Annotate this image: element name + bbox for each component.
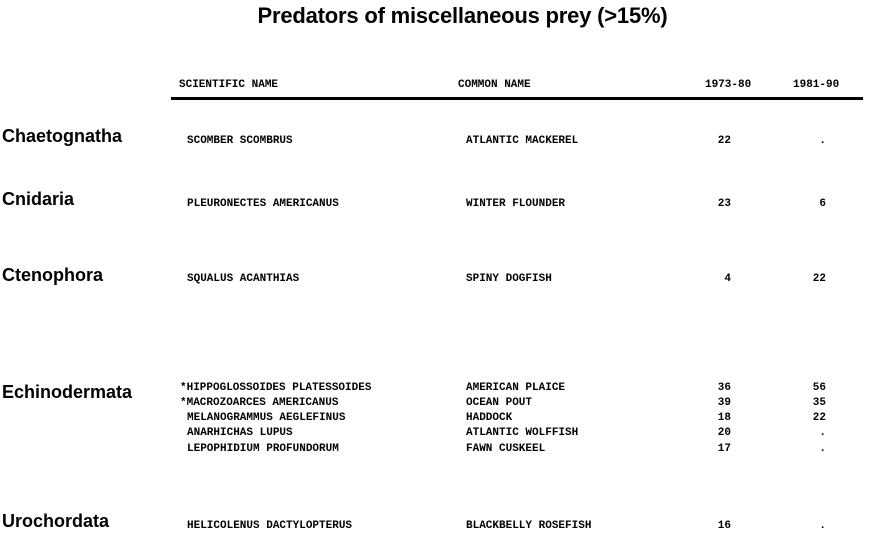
period-1973-80-cell: 20 (717, 427, 731, 439)
period-1973-80-cell: 16 (717, 520, 731, 532)
common-name-cell: WINTER FLOUNDER (466, 198, 566, 210)
period-1981-90-cell: 35 (812, 397, 826, 409)
header-rule (171, 97, 863, 100)
group-label: Urochordata (2, 511, 110, 531)
scientific-name-cell: SQUALUS ACANTHIAS (187, 273, 300, 285)
period-1981-90-cell: . (819, 443, 826, 455)
period-1981-90-cell: 56 (812, 382, 826, 394)
scientific-name-cell: ANARHICHAS LUPUS (187, 427, 293, 439)
period-1981-90-cell: . (819, 520, 826, 532)
period-1981-90-cell: 6 (819, 198, 826, 210)
period-1973-80-cell: 4 (724, 273, 731, 285)
scientific-name-cell: SCOMBER SCOMBRUS (187, 135, 293, 147)
period-1973-80-cell: 17 (717, 443, 731, 455)
header-scientific-name: SCIENTIFIC NAME (179, 79, 279, 91)
period-1973-80-cell: 23 (717, 198, 731, 210)
group-label: Cnidaria (2, 189, 75, 209)
period-1973-80-cell: 39 (717, 397, 731, 409)
group-label: Echinodermata (2, 382, 133, 402)
scientific-name-cell: PLEURONECTES AMERICANUS (187, 198, 339, 210)
header-period-1981-90: 1981-90 (793, 79, 840, 91)
scientific-name-cell: MELANOGRAMMUS AEGLEFINUS (187, 412, 346, 424)
common-name-cell: SPINY DOGFISH (466, 273, 552, 285)
common-name-cell: HADDOCK (466, 412, 513, 424)
period-1973-80-cell: 36 (717, 382, 731, 394)
common-name-cell: FAWN CUSKEEL (466, 443, 546, 455)
period-1981-90-cell: 22 (812, 273, 826, 285)
common-name-cell: OCEAN POUT (466, 397, 533, 409)
period-1981-90-cell: . (819, 135, 826, 147)
period-1973-80-cell: 18 (717, 412, 731, 424)
common-name-cell: AMERICAN PLAICE (466, 382, 566, 394)
header-period-1973-80: 1973-80 (705, 79, 752, 91)
scientific-name-cell: HELICOLENUS DACTYLOPTERUS (187, 520, 353, 532)
group-label: Ctenophora (2, 265, 103, 285)
period-1981-90-cell: 22 (812, 412, 826, 424)
period-1981-90-cell: . (819, 427, 826, 439)
scientific-name-cell: *HIPPOGLOSSOIDES PLATESSOIDES (180, 382, 372, 394)
page-title: Predators of miscellaneous prey (>15%) (257, 3, 668, 28)
scientific-name-cell: LEPOPHIDIUM PROFUNDORUM (187, 443, 339, 455)
common-name-cell: ATLANTIC MACKEREL (466, 135, 579, 147)
header-common-name: COMMON NAME (458, 79, 531, 91)
group-label: Chaetognatha (2, 126, 123, 146)
common-name-cell: ATLANTIC WOLFFISH (466, 427, 579, 439)
common-name-cell: BLACKBELLY ROSEFISH (466, 520, 592, 532)
period-1973-80-cell: 22 (717, 135, 731, 147)
scientific-name-cell: *MACROZOARCES AMERICANUS (180, 397, 339, 409)
